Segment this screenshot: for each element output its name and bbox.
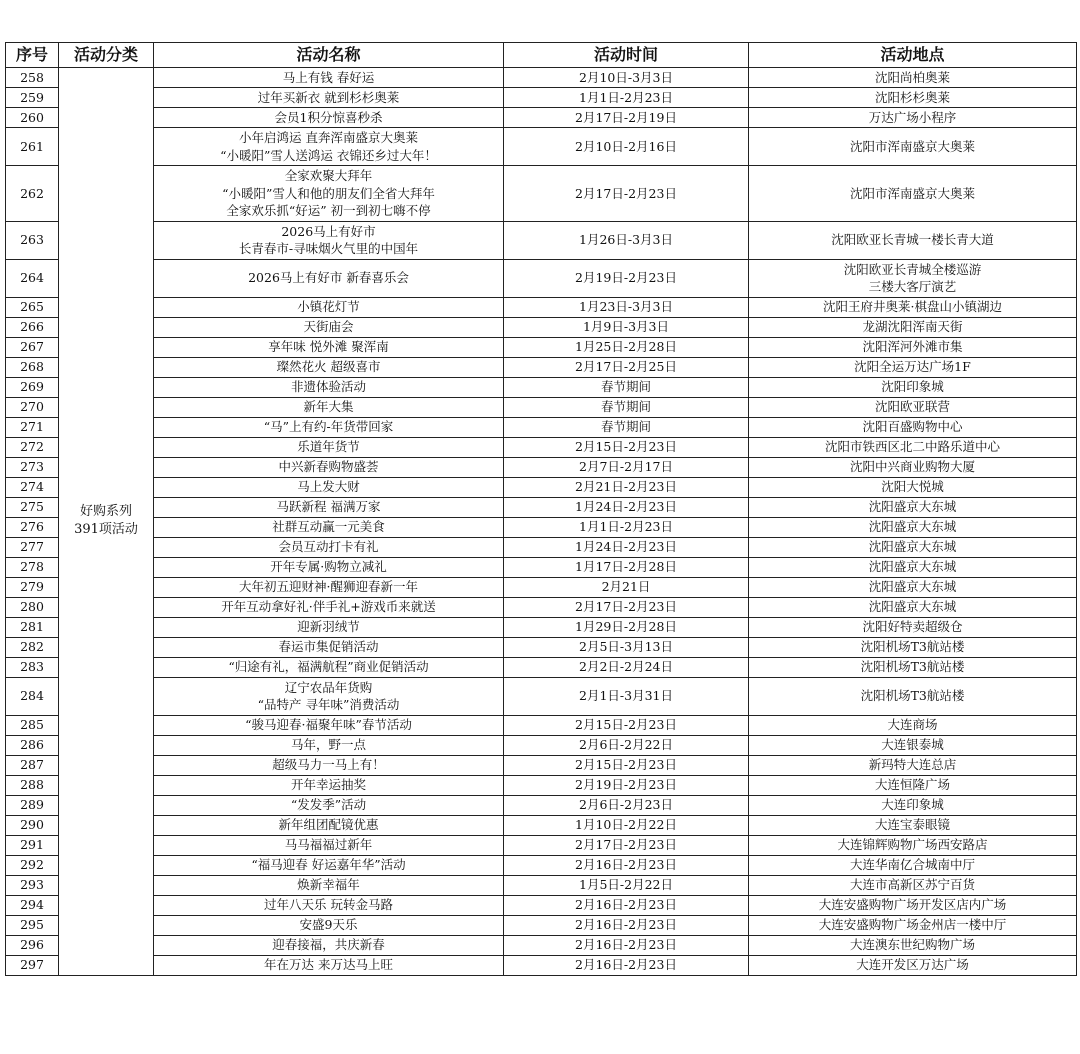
table-row bbox=[6, 735, 1077, 755]
activity-name-line: 享年味 悦外滩 聚浑南 bbox=[268, 339, 389, 355]
table-row bbox=[6, 577, 1077, 597]
activity-time: 2月19日-2月23日 bbox=[504, 775, 749, 795]
activity-place bbox=[749, 457, 1077, 477]
row-number: 279 bbox=[6, 577, 59, 597]
activity-name bbox=[154, 755, 504, 775]
activity-time: 2月10日-3月3日 bbox=[504, 68, 749, 88]
activity-time: 1月9日-3月3日 bbox=[504, 317, 749, 337]
activity-name bbox=[154, 337, 504, 357]
row-number: 289 bbox=[6, 795, 59, 815]
activity-name bbox=[154, 795, 504, 815]
activity-time: 2月19日-2月23日 bbox=[504, 259, 749, 297]
activity-name bbox=[154, 457, 504, 477]
activity-place-line: 大连开发区万达广场 bbox=[856, 957, 969, 973]
activity-name bbox=[154, 955, 504, 975]
activity-place bbox=[749, 597, 1077, 617]
header-activity-place: 活动地点 bbox=[749, 43, 1077, 68]
row-number: 262 bbox=[6, 166, 59, 222]
activity-name bbox=[154, 357, 504, 377]
row-number: 292 bbox=[6, 855, 59, 875]
activity-place-line: 沈阳市浑南盛京大奥莱 bbox=[849, 138, 975, 154]
activity-name bbox=[154, 835, 504, 855]
table-row bbox=[6, 875, 1077, 895]
table-row bbox=[6, 637, 1077, 657]
activity-name bbox=[154, 517, 504, 537]
table-row bbox=[6, 377, 1077, 397]
row-number: 296 bbox=[6, 935, 59, 955]
activity-place-line: 沈阳尚柏奥莱 bbox=[874, 69, 950, 85]
activity-place-line: 沈阳机场T3航站楼 bbox=[860, 659, 965, 675]
table-row bbox=[6, 166, 1077, 222]
activity-place bbox=[749, 815, 1077, 835]
row-number: 291 bbox=[6, 835, 59, 855]
row-number: 294 bbox=[6, 895, 59, 915]
activity-place-line: 大连商场 bbox=[887, 717, 938, 733]
row-number: 273 bbox=[6, 457, 59, 477]
table-row bbox=[6, 855, 1077, 875]
activity-table bbox=[5, 42, 1077, 976]
activity-place-line: 沈阳欧亚长青城一楼长青大道 bbox=[831, 232, 994, 248]
activity-name-line: 迎新羽绒节 bbox=[297, 619, 360, 635]
activity-place-line: 沈阳百盛购物中心 bbox=[862, 419, 963, 435]
category-line: 391项活动 bbox=[74, 522, 138, 538]
activity-place-line: 大连印象城 bbox=[881, 797, 944, 813]
activity-time: 2月17日-2月19日 bbox=[504, 108, 749, 128]
activity-name bbox=[154, 677, 504, 715]
activity-name-line: 安盛9天乐 bbox=[299, 917, 358, 933]
activity-name-line: 迎春接福，共庆新春 bbox=[272, 937, 385, 953]
activity-time: 1月24日-2月23日 bbox=[504, 537, 749, 557]
table-row bbox=[6, 497, 1077, 517]
activity-time: 2月17日-2月23日 bbox=[504, 835, 749, 855]
activity-name-line: 开年专属·购物立减礼 bbox=[270, 559, 387, 575]
activity-name-line: 马马福福过新年 bbox=[284, 837, 373, 853]
activity-name bbox=[154, 68, 504, 88]
row-number: 271 bbox=[6, 417, 59, 437]
activity-place bbox=[749, 715, 1077, 735]
row-number: 276 bbox=[6, 517, 59, 537]
row-number: 270 bbox=[6, 397, 59, 417]
table-row bbox=[6, 457, 1077, 477]
row-number: 275 bbox=[6, 497, 59, 517]
activity-name bbox=[154, 875, 504, 895]
row-number: 274 bbox=[6, 477, 59, 497]
activity-time: 1月29日-2月28日 bbox=[504, 617, 749, 637]
activity-name-line: 辽宁农品年货购 bbox=[284, 679, 373, 695]
activity-place-line: 大连锦辉购物广场西安路店 bbox=[837, 837, 988, 853]
activity-time: 2月16日-2月23日 bbox=[504, 895, 749, 915]
activity-name-line: “小暖阳”雪人和他的朋友们全省大拜年 bbox=[222, 185, 435, 201]
activity-place-line: 沈阳王府井奥莱·棋盘山小镇湖边 bbox=[823, 299, 1002, 315]
table-row bbox=[6, 715, 1077, 735]
activity-place-line: 沈阳盛京大东城 bbox=[868, 599, 957, 615]
header-number: 序号 bbox=[6, 43, 59, 68]
activity-name-line: 社群互动赢一元美食 bbox=[272, 519, 385, 535]
activity-place-line: 沈阳大悦城 bbox=[881, 479, 944, 495]
activity-name-line: “归途有礼，福满航程”商业促销活动 bbox=[228, 659, 429, 675]
table-row bbox=[6, 557, 1077, 577]
activity-name bbox=[154, 715, 504, 735]
activity-place-line: 大连安盛购物广场金州店一楼中厅 bbox=[818, 917, 1007, 933]
row-number: 267 bbox=[6, 337, 59, 357]
activity-time: 2月17日-2月23日 bbox=[504, 597, 749, 617]
activity-place-line: 沈阳欧亚联营 bbox=[874, 399, 950, 415]
activity-place bbox=[749, 657, 1077, 677]
activity-place-line: 三楼大客厅演艺 bbox=[868, 279, 957, 294]
activity-name-line: 小镇花灯节 bbox=[297, 299, 360, 315]
header-activity-name: 活动名称 bbox=[154, 43, 504, 68]
activity-time: 2月2日-2月24日 bbox=[504, 657, 749, 677]
activity-time: 1月1日-2月23日 bbox=[504, 88, 749, 108]
activity-name bbox=[154, 637, 504, 657]
row-number: 266 bbox=[6, 317, 59, 337]
table-row bbox=[6, 221, 1077, 259]
activity-name bbox=[154, 915, 504, 935]
activity-time: 1月10日-2月22日 bbox=[504, 815, 749, 835]
row-number: 277 bbox=[6, 537, 59, 557]
table-row bbox=[6, 955, 1077, 975]
activity-name-line: 天街庙会 bbox=[303, 319, 354, 335]
header-row bbox=[6, 43, 1077, 68]
activity-name bbox=[154, 477, 504, 497]
activity-name-line: 新年大集 bbox=[303, 399, 354, 415]
table-row bbox=[6, 597, 1077, 617]
row-number: 268 bbox=[6, 357, 59, 377]
activity-time: 2月21日-2月23日 bbox=[504, 477, 749, 497]
table-row bbox=[6, 337, 1077, 357]
activity-time: 2月17日-2月23日 bbox=[504, 166, 749, 222]
row-number: 278 bbox=[6, 557, 59, 577]
table-row bbox=[6, 537, 1077, 557]
activity-time: 2月1日-3月31日 bbox=[504, 677, 749, 715]
activity-place-line: 大连恒隆广场 bbox=[874, 777, 950, 793]
activity-name bbox=[154, 317, 504, 337]
activity-place bbox=[749, 297, 1077, 317]
activity-place-line: 新玛特大连总店 bbox=[868, 757, 957, 773]
row-number: 263 bbox=[6, 221, 59, 259]
row-number: 290 bbox=[6, 815, 59, 835]
activity-name-line: 大年初五迎财神·醒狮迎春新一年 bbox=[239, 579, 418, 595]
activity-time: 春节期间 bbox=[504, 417, 749, 437]
activity-place-line: 沈阳盛京大东城 bbox=[868, 499, 957, 515]
row-number: 295 bbox=[6, 915, 59, 935]
row-number: 288 bbox=[6, 775, 59, 795]
activity-place-line: 沈阳盛京大东城 bbox=[868, 539, 957, 555]
activity-place-line: 大连银泰城 bbox=[881, 737, 944, 753]
activity-name bbox=[154, 297, 504, 317]
activity-name bbox=[154, 935, 504, 955]
activity-place bbox=[749, 221, 1077, 259]
activity-place-line: 龙湖沈阳浑南天街 bbox=[862, 319, 963, 335]
activity-place bbox=[749, 637, 1077, 657]
activity-place-line: 大连华南亿合城南中厅 bbox=[849, 857, 975, 873]
header-category: 活动分类 bbox=[59, 43, 154, 68]
row-number: 261 bbox=[6, 128, 59, 166]
activity-time: 2月21日 bbox=[504, 577, 749, 597]
activity-name-line: “福马迎春 好运嘉年华”活动 bbox=[251, 857, 406, 873]
table-row bbox=[6, 357, 1077, 377]
activity-name-line: 开年幸运抽奖 bbox=[290, 777, 366, 793]
activity-place-line: 沈阳市铁西区北二中路乐道中心 bbox=[824, 439, 1000, 455]
activity-place-line: 沈阳机场T3航站楼 bbox=[860, 639, 965, 655]
category-cell bbox=[59, 68, 154, 976]
activity-time: 1月5日-2月22日 bbox=[504, 875, 749, 895]
activity-place-line: 沈阳好特卖超级仓 bbox=[862, 619, 963, 635]
activity-place bbox=[749, 88, 1077, 108]
activity-name-line: 春运市集促销活动 bbox=[278, 639, 379, 655]
activity-time: 2月17日-2月25日 bbox=[504, 357, 749, 377]
activity-place bbox=[749, 795, 1077, 815]
activity-place bbox=[749, 875, 1077, 895]
table-row bbox=[6, 915, 1077, 935]
activity-time: 1月24日-2月23日 bbox=[504, 497, 749, 517]
activity-name-line: 全家欢乐抓“好运” 初一到初七嗨不停 bbox=[226, 203, 431, 218]
activity-name bbox=[154, 88, 504, 108]
activity-name-line: 马上发大财 bbox=[297, 479, 360, 495]
activity-place bbox=[749, 955, 1077, 975]
table-row bbox=[6, 895, 1077, 915]
activity-place bbox=[749, 437, 1077, 457]
activity-name bbox=[154, 557, 504, 577]
activity-place bbox=[749, 128, 1077, 166]
activity-name bbox=[154, 537, 504, 557]
activity-name bbox=[154, 108, 504, 128]
activity-time: 2月16日-2月23日 bbox=[504, 855, 749, 875]
row-number: 286 bbox=[6, 735, 59, 755]
activity-name-line: 全家欢聚大拜年 bbox=[284, 168, 373, 183]
activity-place bbox=[749, 108, 1077, 128]
activity-place-line: 沈阳杉杉奥莱 bbox=[874, 89, 950, 105]
row-number: 265 bbox=[6, 297, 59, 317]
activity-place-line: 沈阳盛京大东城 bbox=[868, 559, 957, 575]
activity-name-line: 2026马上有好市 bbox=[281, 223, 376, 239]
activity-place-line: 万达广场小程序 bbox=[868, 109, 957, 125]
activity-name bbox=[154, 597, 504, 617]
activity-time: 2月15日-2月23日 bbox=[504, 755, 749, 775]
activity-name bbox=[154, 895, 504, 915]
table-body bbox=[6, 68, 1077, 976]
header-activity-time: 活动时间 bbox=[504, 43, 749, 68]
activity-name bbox=[154, 497, 504, 517]
activity-place-line: 沈阳市浑南盛京大奥莱 bbox=[849, 185, 975, 201]
activity-name bbox=[154, 221, 504, 259]
row-number: 259 bbox=[6, 88, 59, 108]
activity-name-line: 新年组团配镜优惠 bbox=[278, 817, 379, 833]
activity-time: 2月16日-2月23日 bbox=[504, 935, 749, 955]
activity-time: 2月7日-2月17日 bbox=[504, 457, 749, 477]
activity-place-line: 大连市高新区苏宁百货 bbox=[849, 877, 975, 893]
activity-place bbox=[749, 477, 1077, 497]
table-row bbox=[6, 397, 1077, 417]
activity-name-line: 小年启鸿运 直奔浑南盛京大奥莱 bbox=[239, 130, 418, 145]
table-row bbox=[6, 108, 1077, 128]
activity-place bbox=[749, 677, 1077, 715]
table-row bbox=[6, 317, 1077, 337]
activity-time: 春节期间 bbox=[504, 397, 749, 417]
activity-place-line: 沈阳机场T3航站楼 bbox=[860, 688, 965, 704]
row-number: 281 bbox=[6, 617, 59, 637]
activity-place bbox=[749, 617, 1077, 637]
activity-time: 春节期间 bbox=[504, 377, 749, 397]
activity-name bbox=[154, 417, 504, 437]
activity-name-line: 长青春市-寻味烟火气里的中国年 bbox=[238, 241, 419, 256]
category-line: 好购系列 bbox=[79, 504, 132, 520]
activity-place bbox=[749, 517, 1077, 537]
activity-name bbox=[154, 437, 504, 457]
activity-place bbox=[749, 775, 1077, 795]
table-row bbox=[6, 128, 1077, 166]
table-row bbox=[6, 657, 1077, 677]
activity-name bbox=[154, 855, 504, 875]
activity-name-line: 乐道年货节 bbox=[297, 439, 360, 455]
activity-time: 2月15日-2月23日 bbox=[504, 437, 749, 457]
table-row bbox=[6, 617, 1077, 637]
activity-name bbox=[154, 166, 504, 222]
activity-name-line: 2026马上有好市 新春喜乐会 bbox=[248, 270, 409, 286]
activity-place bbox=[749, 735, 1077, 755]
row-number: 280 bbox=[6, 597, 59, 617]
row-number: 269 bbox=[6, 377, 59, 397]
activity-name-line: 璨然花火 超级喜市 bbox=[276, 359, 381, 375]
activity-place bbox=[749, 557, 1077, 577]
table-row bbox=[6, 417, 1077, 437]
activity-place bbox=[749, 68, 1077, 88]
activity-place bbox=[749, 357, 1077, 377]
activity-place bbox=[749, 317, 1077, 337]
table-row bbox=[6, 88, 1077, 108]
activity-time: 2月16日-2月23日 bbox=[504, 955, 749, 975]
activity-time: 2月6日-2月22日 bbox=[504, 735, 749, 755]
activity-name-line: 焕新幸福年 bbox=[297, 877, 360, 893]
activity-name-line: 会员互动打卡有礼 bbox=[278, 539, 379, 555]
activity-name-line: 过年买新衣 就到杉杉奥莱 bbox=[257, 89, 400, 105]
activity-name-line: “小暖阳”雪人送鸿运 衣锦还乡过大年！ bbox=[220, 147, 437, 163]
activity-place-line: 大连宝泰眼镜 bbox=[874, 817, 950, 833]
activity-name-line: “马”上有约-年货带回家 bbox=[263, 419, 394, 435]
activity-place bbox=[749, 259, 1077, 297]
activity-name bbox=[154, 377, 504, 397]
activity-time: 1月26日-3月3日 bbox=[504, 221, 749, 259]
row-number: 293 bbox=[6, 875, 59, 895]
table-row bbox=[6, 259, 1077, 297]
activity-time: 2月5日-3月13日 bbox=[504, 637, 749, 657]
activity-place-line: 沈阳印象城 bbox=[881, 379, 944, 395]
row-number: 260 bbox=[6, 108, 59, 128]
activity-name bbox=[154, 577, 504, 597]
activity-name bbox=[154, 259, 504, 297]
activity-name-line: “品特产 寻年味”消费活动 bbox=[257, 697, 400, 712]
row-number: 283 bbox=[6, 657, 59, 677]
activity-name-line: 中兴新春购物盛荟 bbox=[278, 459, 379, 475]
activity-name-line: “发发季”活动 bbox=[290, 797, 367, 813]
table-row bbox=[6, 517, 1077, 537]
activity-place-line: 沈阳欧亚长青城全楼巡游 bbox=[843, 261, 982, 277]
activity-time: 1月23日-3月3日 bbox=[504, 297, 749, 317]
activity-place bbox=[749, 337, 1077, 357]
activity-place bbox=[749, 397, 1077, 417]
activity-name bbox=[154, 397, 504, 417]
table-row bbox=[6, 68, 1077, 88]
activity-place bbox=[749, 377, 1077, 397]
activity-name-line: 马跃新程 福满万家 bbox=[276, 499, 381, 515]
activity-place bbox=[749, 166, 1077, 222]
table-row bbox=[6, 755, 1077, 775]
activity-place bbox=[749, 855, 1077, 875]
activity-time: 2月16日-2月23日 bbox=[504, 915, 749, 935]
activity-place-line: 大连澳东世纪购物广场 bbox=[849, 937, 975, 953]
activity-place bbox=[749, 935, 1077, 955]
row-number: 287 bbox=[6, 755, 59, 775]
activity-place bbox=[749, 895, 1077, 915]
row-number: 285 bbox=[6, 715, 59, 735]
table-row bbox=[6, 835, 1077, 855]
activity-name-line: 马上有钱 春好运 bbox=[282, 69, 375, 85]
activity-place bbox=[749, 417, 1077, 437]
row-number: 258 bbox=[6, 68, 59, 88]
activity-place-line: 沈阳盛京大东城 bbox=[868, 579, 957, 595]
activity-name bbox=[154, 815, 504, 835]
row-number: 264 bbox=[6, 259, 59, 297]
activity-time: 1月1日-2月23日 bbox=[504, 517, 749, 537]
activity-place-line: 沈阳中兴商业购物大厦 bbox=[849, 459, 975, 475]
activity-name-line: 非遗体验活动 bbox=[290, 379, 366, 395]
activity-name-line: 会员1积分惊喜秒杀 bbox=[274, 109, 383, 125]
activity-name bbox=[154, 617, 504, 637]
activity-place-line: 沈阳浑河外滩市集 bbox=[862, 339, 963, 355]
activity-name bbox=[154, 657, 504, 677]
activity-time: 1月25日-2月28日 bbox=[504, 337, 749, 357]
activity-name-line: 马年，野一点 bbox=[290, 737, 366, 753]
activity-name bbox=[154, 128, 504, 166]
activity-name-line: 开年互动拿好礼·伴手礼+游戏币来就送 bbox=[221, 599, 436, 615]
activity-name bbox=[154, 735, 504, 755]
activity-place bbox=[749, 755, 1077, 775]
activity-place bbox=[749, 497, 1077, 517]
activity-place-line: 沈阳盛京大东城 bbox=[868, 519, 957, 535]
activity-name-line: 超级马力一马上有！ bbox=[272, 757, 385, 773]
activity-place bbox=[749, 915, 1077, 935]
activity-time: 2月15日-2月23日 bbox=[504, 715, 749, 735]
activity-place-line: 大连安盛购物广场开发区店内广场 bbox=[818, 897, 1007, 913]
table-row bbox=[6, 297, 1077, 317]
row-number: 297 bbox=[6, 955, 59, 975]
table-row bbox=[6, 437, 1077, 457]
activity-name-line: 年在万达 来万达马上旺 bbox=[264, 957, 393, 973]
table-row bbox=[6, 477, 1077, 497]
row-number: 272 bbox=[6, 437, 59, 457]
activity-time: 1月17日-2月28日 bbox=[504, 557, 749, 577]
activity-place bbox=[749, 577, 1077, 597]
activity-name-line: 过年八天乐 玩转金马路 bbox=[264, 897, 393, 913]
activity-time: 2月6日-2月23日 bbox=[504, 795, 749, 815]
row-number: 282 bbox=[6, 637, 59, 657]
activity-name-line: “骏马迎春·福聚年味”春节活动 bbox=[245, 717, 412, 733]
activity-place-line: 沈阳全运万达广场1F bbox=[854, 359, 971, 375]
activity-place bbox=[749, 835, 1077, 855]
table-row bbox=[6, 795, 1077, 815]
activity-time: 2月10日-2月16日 bbox=[504, 128, 749, 166]
table-row bbox=[6, 935, 1077, 955]
activity-place bbox=[749, 537, 1077, 557]
table-row bbox=[6, 775, 1077, 795]
table-row bbox=[6, 677, 1077, 715]
table-row bbox=[6, 815, 1077, 835]
activity-name bbox=[154, 775, 504, 795]
row-number: 284 bbox=[6, 677, 59, 715]
